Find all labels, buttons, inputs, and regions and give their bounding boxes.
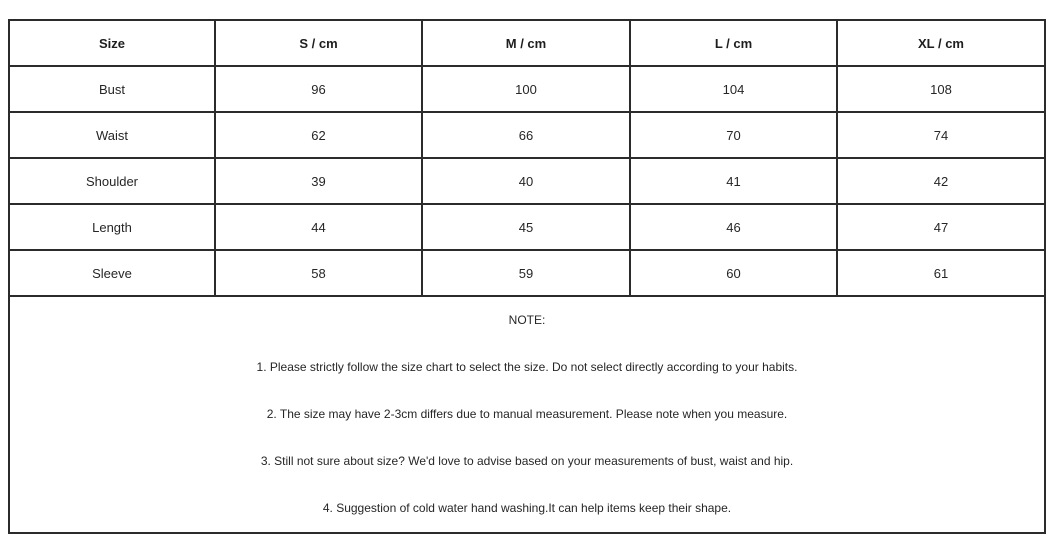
note-row [9, 296, 1045, 533]
table-row [9, 158, 1045, 204]
table-cell: 59 [422, 250, 630, 296]
table-cell: 58 [215, 250, 422, 296]
note-cell [9, 296, 1045, 533]
header-s: S / cm [215, 20, 422, 66]
table-row [9, 204, 1045, 250]
table-cell: 44 [215, 204, 422, 250]
note-line: 2. The size may have 2-3cm differs due to manual measurement. Please note when you measure. [266, 407, 788, 421]
table-cell: 100 [422, 66, 630, 112]
table-row [9, 112, 1045, 158]
table-cell: 74 [837, 112, 1045, 158]
table-cell: 62 [215, 112, 422, 158]
note-block [10, 297, 1044, 532]
row-label: Sleeve [9, 250, 215, 296]
table-cell: 41 [630, 158, 837, 204]
table-cell: 45 [422, 204, 630, 250]
table-cell: 96 [215, 66, 422, 112]
size-chart-table [8, 19, 1046, 534]
table-cell: 66 [422, 112, 630, 158]
row-label: Length [9, 204, 215, 250]
header-l: L / cm [630, 20, 837, 66]
table-cell: 47 [837, 204, 1045, 250]
table-cell: 40 [422, 158, 630, 204]
header-xl: XL / cm [837, 20, 1045, 66]
note-title: NOTE: [508, 313, 546, 327]
table-cell: 60 [630, 250, 837, 296]
table-cell: 108 [837, 66, 1045, 112]
table-cell: 70 [630, 112, 837, 158]
note-line: 4. Suggestion of cold water hand washing.It can help items keep their shape. [322, 501, 732, 515]
header-size: Size [9, 20, 215, 66]
table-cell: 39 [215, 158, 422, 204]
table-row [9, 250, 1045, 296]
note-line: 1. Please strictly follow the size chart to select the size. Do not select directly according to your habits. [256, 360, 798, 374]
table-row [9, 66, 1045, 112]
table-cell: 42 [837, 158, 1045, 204]
header-m: M / cm [422, 20, 630, 66]
table-cell: 46 [630, 204, 837, 250]
row-label: Shoulder [9, 158, 215, 204]
table-cell: 61 [837, 250, 1045, 296]
row-label: Bust [9, 66, 215, 112]
note-line: 3. Still not sure about size? We'd love to advise based on your measurements of bust, waist and hip. [260, 454, 794, 468]
row-label: Waist [9, 112, 215, 158]
header-row [9, 20, 1045, 66]
table-cell: 104 [630, 66, 837, 112]
